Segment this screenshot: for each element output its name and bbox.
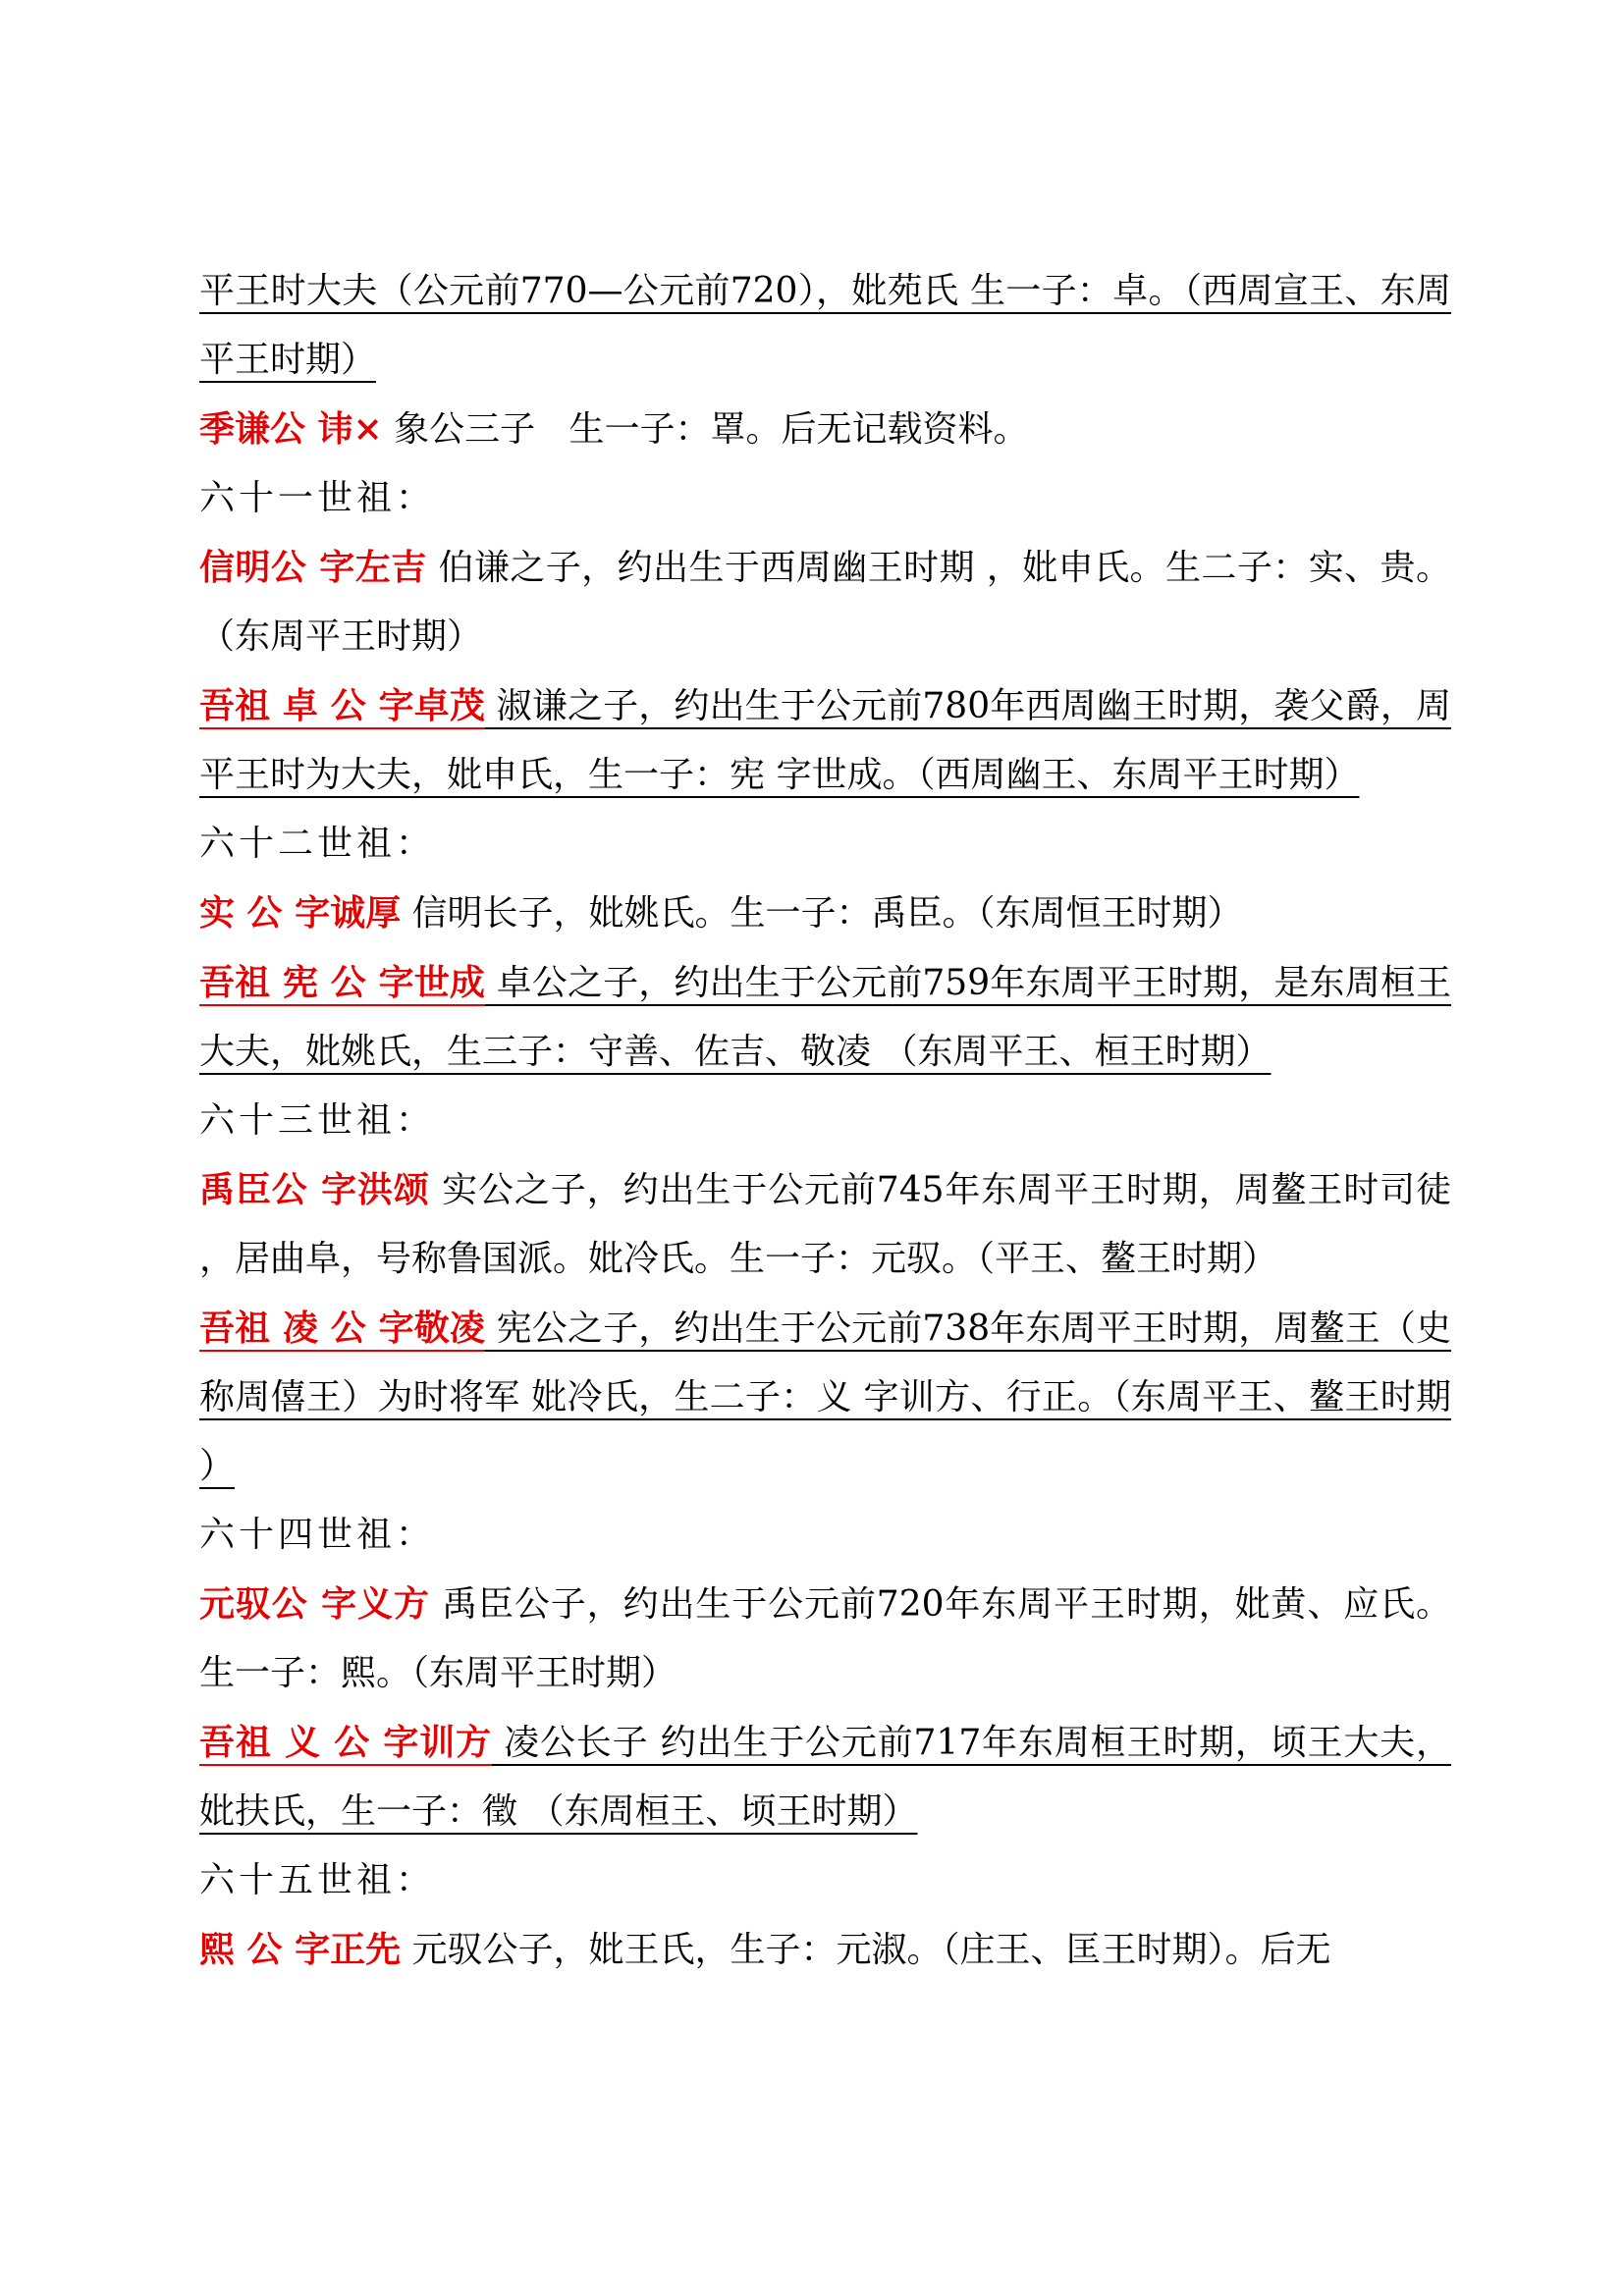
entry-text [199,1915,1451,1985]
ancestor-name: 吾祖 卓 公 字卓茂 [199,685,486,726]
ancestor-name: 实 公 字诚厚 [199,892,402,934]
entry-body: 信明长子，妣姚氏。生一子：禹臣。（东周恒王时期） [401,893,1243,934]
entry-text [199,671,1451,810]
ancestor-name: 熙 公 字正先 [199,1929,402,1970]
ancestor-name: 元驭公 字义方 [199,1583,430,1625]
entry-body: 凌公长子 约出生于公元前717年东周桓王时期，顷王大夫， 妣扶氏，生一子：徵 （东周桓王、顷王时期） [199,1723,1451,1832]
entry-text [199,533,1451,671]
entry-text [199,395,1451,464]
entry-body: 元驭公子，妣王氏，生子：元淑。（庄王、匡王时期）。后无 [401,1930,1331,1970]
entry-body: 淑谦之子，约出生于公元前780年西周幽王时期，袭父爵，周平王时为大夫，妣申氏，生一子：宪 字世成。（西周幽王、东周平王时期） [199,686,1451,795]
entry-text [199,257,1451,395]
entry-body: 伯谦之子，约出生于西周幽王时期 ，妣申氏。生二子：实、贵。（东周平王时期） [199,548,1451,657]
entry-text [199,1155,1451,1294]
ancestor-name: 禹臣公 字洪颂 [199,1169,430,1210]
entry-body: 平王时大夫（公元前770—公元前720），妣苑氏 生一子：卓。（西周宣王、东周平王时期） [199,271,1451,380]
generation-heading: 六十二世祖： [199,824,436,864]
entry-text [199,1708,1451,1846]
ancestor-name: 季谦公 讳× [199,408,383,450]
entry-body: 禹臣公子，约出生于公元前720年东周平王时期，妣黄、应氏。生一子：熙。（东周平王时期） [199,1584,1451,1693]
entry-text [199,879,1451,948]
ancestor-name: 吾祖 宪 公 字世成 [199,962,486,1003]
generation-heading: 六十四世祖： [199,1515,436,1555]
entry-body: 象公三子 生一子：罩。后无记载资料。 [382,409,1029,450]
genealogy-text [199,257,1451,1985]
entry-body: 卓公之子，约出生于公元前759年东周平王时期，是东周桓王大夫，妣姚氏，生三子：守善、佐吉、敬凌 （东周平王、桓王时期） [199,963,1451,1072]
entry-body: 实公之子，约出生于公元前745年东周平王时期，周鳌王时司徒，居曲阜，号称鲁国派。妣冷氏。生一子：元驭。（平王、鳌王时期） [199,1170,1451,1279]
ancestor-name: 吾祖 凌 公 字敬凌 [199,1308,486,1349]
entry-text [199,1294,1451,1501]
entry-text [199,1570,1451,1708]
generation-heading: 六十一世祖： [199,478,436,518]
ancestor-name: 吾祖 义 公 字训方 [199,1722,492,1763]
entry-body: 宪公之子，约出生于公元前738年东周平王时期，周鳌王（史称周僖王）为时将军 妣冷氏，生二子：义 字训方、行正。（东周平王、鳌王时期） [199,1308,1451,1486]
generation-heading: 六十三世祖： [199,1100,436,1141]
ancestor-name: 信明公 字左吉 [199,547,427,588]
entry-text [199,948,1451,1087]
generation-heading: 六十五世祖： [199,1860,436,1900]
